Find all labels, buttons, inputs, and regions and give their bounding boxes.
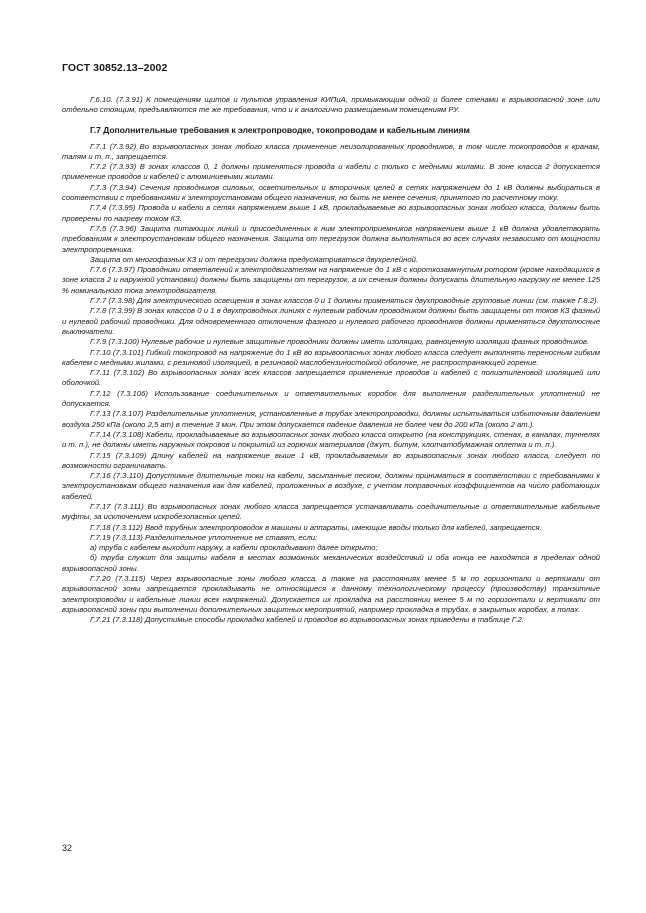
section-heading-g-7: Г.7 Дополнительные требования к электропроводке, токопроводам и кабельным линиям: [90, 124, 470, 135]
paragraph: Г.7.4 (7.3.95) Провода и кабели в сетях напряжением выше 1 кВ, прокладываемые во взрывоопасных зонах любого класса, должны быть проверены по нагреву током КЗ.: [62, 203, 600, 223]
paragraph: Г.7.9 (7.3.100) Нулевые рабочие и нулевые защитные проводники должны иметь изоляцию, равноценную изоляции фазных проводников.: [90, 337, 590, 347]
paragraph: Г.7.7 (7.3.98) Для электрического освещения в зонах классов 0 и 1 должны применяться двухпроводные групповые линии (см. также Г.8.2).: [90, 296, 599, 306]
paragraph: Г.7.8 (7.3.99) В зонах классов 0 и 1 в двухпроводных линиях с нулевым рабочим проводником должны быть защищены от токов КЗ фазный и нулевой рабочий проводники. Для одновременного отключения фазного и нулевого рабочего проводников должны применяться двухполюсные выключатели.: [62, 306, 600, 336]
paragraph: Г.7.21 (7.3.118) Допустимые способы прокладки кабелей и проводов во взрывоопасных зонах приведены в таблице Г.2.: [90, 615, 524, 625]
paragraph: Г.7.6 (7.3.97) Проводники ответвлений к электродвигателям на напряжение до 1 кВ с короткозамкнутым ротором (кроме находящихся в зоне класса 2 и наружной установки) должны быть защищены от перегрузок, а их сечения должны допускать длительную нагрузку не менее 125 % номинального тока электродвигателя.: [62, 265, 600, 295]
paragraph: Г.7.2 (7.3.93) В зонах классов 0, 1 должны применяться провода и кабели с только с медными жилами. В зоне класса 2 допускается применение проводов и кабелей с алюминиевыми жилами.: [62, 162, 600, 182]
paragraph: Г.7.20 (7.3.115) Через взрывоопасные зоны любого класса, а также на расстояниях менее 5 м по горизонтали и вертикали от взрывоопасной зоны запрещается прокладывать не относящиеся к данному технологическому процессу (производству) транзитные электропроводки и кабельные линии всех напряжений. Допускается их прокладка на расстоянии менее 5 м по горизонтали и вертикали от взрывоопасной зоны при выполнении дополнительных защитных мероприятий, например прокладка в трубах, в закрытых коробах, в полах.: [62, 574, 600, 614]
paragraph: Г.7.5 (7.3.96) Защита питающих линий и присоединенных к ним электроприемников напряжением выше 1 кВ должна удовлетворять требованиям к электроустановкам общего назначения. Защита от перегрузок должна выполняться во всех случаях независимо от мощности электроприемника.: [62, 223, 600, 254]
paragraph: б) труба служит для защиты кабеля в местах возможных механических воздействий и оба конца ее находятся в пределах одной взрывоопасной зоны.: [62, 553, 600, 573]
page-number: 32: [62, 843, 73, 853]
paragraph: Г.7.17 (7.3.111) Во взрывоопасных зонах любого класса запрещается устанавливать соединительные и ответвительные кабельные муфты, за исключением искробезопасных цепей.: [62, 501, 600, 522]
paragraph: Г.7.12 (7.3.106) Использование соединительных и ответвительных коробок для выполнения разделительных уплотнений не допускается.: [62, 388, 600, 409]
paragraph-list: [62, 142, 600, 626]
paragraph: Защита от многофазных КЗ и от перегрузки должна предусматриваться двухрелейной.: [90, 254, 419, 264]
paragraph: Г.7.18 (7.3.112) Ввод трубных электропроводок в машины и аппараты, имеющие вводы только для кабелей, запрещается.: [90, 522, 542, 532]
document-body: [62, 95, 600, 626]
paragraph: Г.7.14 (7.3.108) Кабели, прокладываемые во взрывоопасных зонах любого класса открыто (на конструкциях, стенах, в каналах, туннелях и т. п.), не должны иметь наружных покровов и покрытий из горючих материалов (джут, битум, хлопчатобумажная оплетка и т. п.).: [62, 429, 600, 450]
paragraph: Г.7.15 (7.3.109) Длину кабелей на напряжение выше 1 кВ, прокладываемых во взрывоопасных зонах любого класса, следует по возможности ограничивать.: [62, 450, 600, 470]
paragraph: Г.7.16 (7.3.110) Допустимые длительные токи на кабели, засыпанные песком, должны приниматься в соответствии с требованиями к электроустановкам общего назначения как для кабелей, проложенных в воздухе, с учетом поправочных коэффициентов на число работающих кабелей.: [62, 471, 600, 501]
paragraph: Г.7.11 (7.3.102) Во взрывоопасных зонах всех классов запрещается применение проводов и кабелей с полиэтиленовой изоляцией или оболочкой.: [62, 368, 600, 388]
paragraph-g-6-10: Г.6.10. (7.3.91) К помещениям щитов и пультов управления КИПиА, примыкающим одной и более стенами к взрывоопасной зоне или отдельно стоящим, предъявляются те же требования, что и к аналогично размещаемым помещениям РУ.: [62, 95, 600, 115]
paragraph: Г.7.13 (7.3.107) Разделительные уплотнения, установленные в трубах электропроводки, должны испытываться избыточным давлением воздуха 250 кПа (около 2,5 ат) в течение 3 мин. При этом допускается падение давления не более чем до 200 кПа (около 2 ат.).: [62, 409, 600, 429]
document-header-title: ГОСТ 30852.13–2002: [62, 62, 168, 74]
paragraph: Г.7.1 (7.3.92) Во взрывоопасных зонах любого класса применение неизолированных проводников, в том числе токопроводов к кранам, талям и т. п., запрещается.: [62, 141, 600, 161]
paragraph: Г.7.10 (7.3.101) Гибкий токопровод на напряжение до 1 кВ во взрывоопасных зонах любого класса следует выполнять переносным гибким кабелем с медными жилами, с резиновой изоляцией, в резиновой маслобензиностойкой оболочке, не распространяющей горение.: [62, 347, 600, 367]
paragraph: Г.7.3 (7.3.94) Сечения проводников силовых, осветительных и вторичных целей в сетях напряжением до 1 кВ должны выбираться в соответствии с требованиями к электроустановкам общего назначения, но быть не менее сечения, принятого по расчетному току.: [62, 182, 600, 203]
paragraph: Г.7.19 (7.3.113) Разделительное уплотнение не ставят, если:: [90, 532, 318, 542]
paragraph: а) труба с кабелем выходит наружу, а кабели прокладывают далее открыто;: [90, 543, 378, 553]
